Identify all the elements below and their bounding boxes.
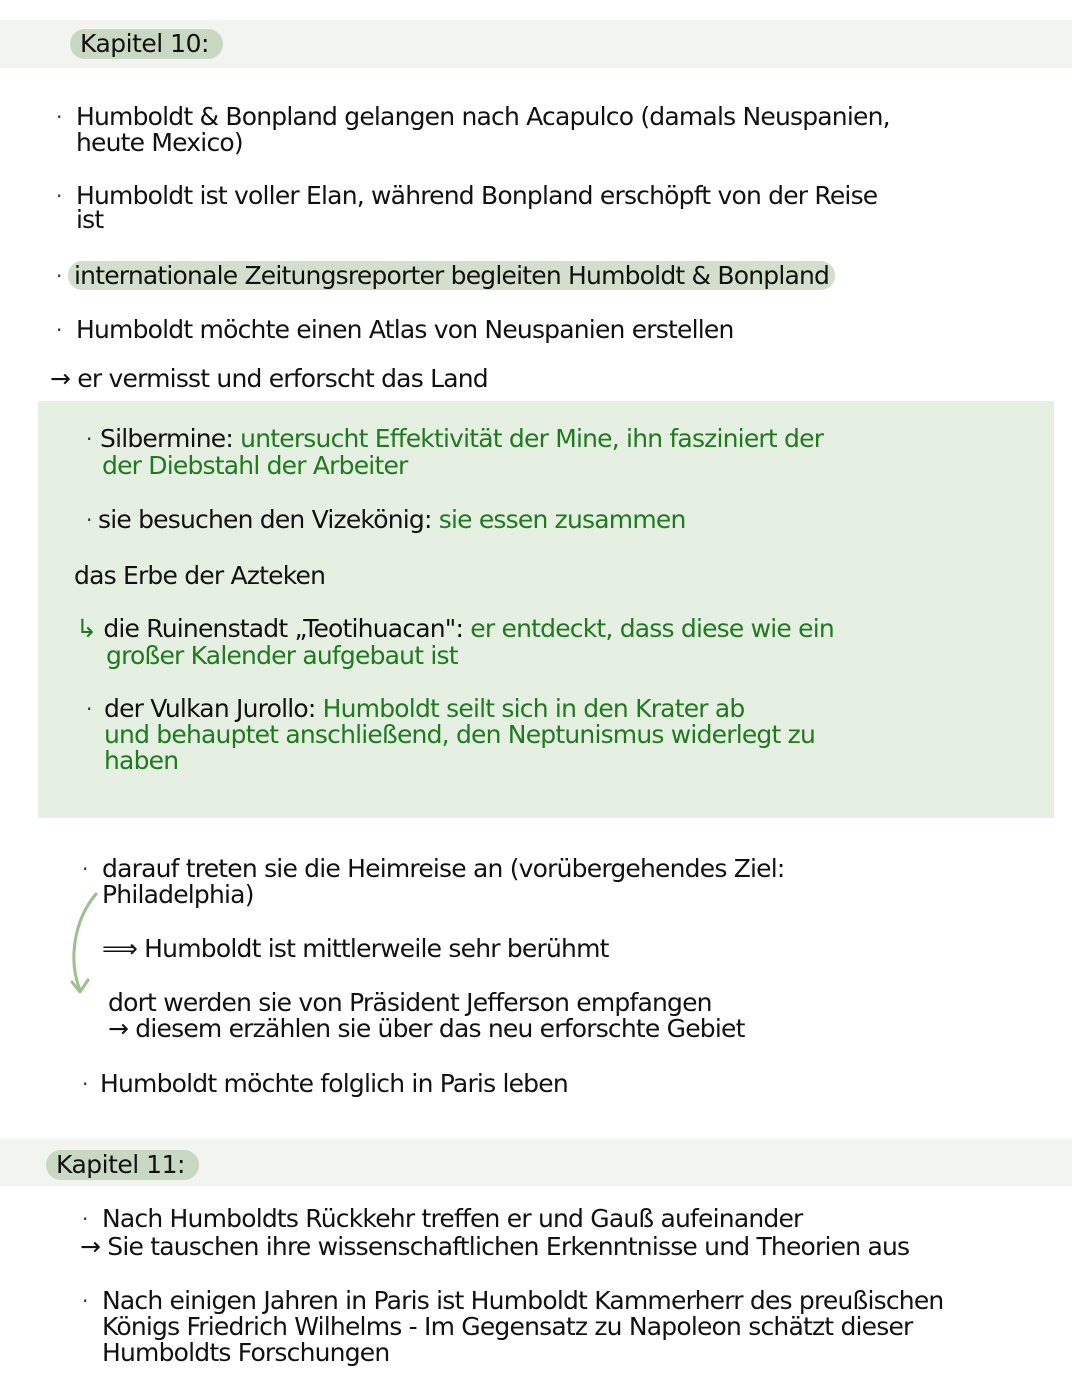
box-item-jurollo-line-1	[104, 696, 745, 722]
ch10-bullet-4: Humboldt möchte einen Atlas von Neuspanien erstellen	[76, 315, 734, 344]
bullet-dot-icon: ·	[82, 857, 89, 881]
box-item-teotihuacan-line-1	[76, 616, 834, 642]
highlighted-text: internationale Zeitungsreporter begleiten Humboldt & Bonpland	[68, 261, 835, 290]
box-item-jurollo-line-2: und behauptet anschließend, den Neptunismus widerlegt zu	[104, 720, 816, 749]
box-subheading-azteken: das Erbe der Azteken	[74, 561, 326, 590]
box-item-detail: untersucht Effektivität der Mine, ihn fasziniert der	[240, 424, 824, 453]
curved-arrow-icon	[64, 890, 104, 1000]
box-item-silbermine-line-1	[100, 426, 823, 452]
ch10-bullet-1-line-2: heute Mexico)	[76, 128, 243, 157]
box-item-detail: sie essen zusammen	[438, 505, 686, 534]
box-item-vizekoenig	[98, 507, 686, 533]
chapter-10-title: Kapitel 10:	[70, 29, 223, 59]
bullet-dot-icon: ·	[82, 1289, 89, 1313]
bullet-dot-icon: ·	[86, 427, 93, 451]
after-bullet-1-line-2: Philadelphia)	[102, 880, 254, 909]
box-item-label: sie besuchen den Vizekönig:	[98, 505, 432, 534]
after-bullet-2: Humboldt möchte folglich in Paris leben	[100, 1069, 568, 1098]
chapter-11-title: Kapitel 11:	[46, 1150, 199, 1180]
bullet-dot-icon: ·	[56, 264, 63, 288]
after-there-line-2: → diesem erzählen sie über das neu erforschte Gebiet	[108, 1014, 745, 1043]
bullet-dot-icon: ·	[86, 697, 93, 721]
box-item-teotihuacan-line-2: großer Kalender aufgebaut ist	[106, 641, 458, 670]
after-bullet-1-line-1: darauf treten sie die Heimreise an (vorübergehendes Ziel:	[102, 854, 785, 883]
bullet-dot-icon: ·	[82, 1207, 89, 1231]
ch11-bullet-1-line-1: Nach Humboldts Rückkehr treffen er und Gauß aufeinander	[102, 1204, 803, 1233]
box-item-detail: Humboldt seilt sich in den Krater ab	[322, 694, 745, 723]
box-item-jurollo-line-3: haben	[104, 746, 179, 775]
bullet-dot-icon: ·	[56, 105, 63, 129]
after-implication: ⟹ Humboldt ist mittlerweile sehr berühmt	[102, 934, 609, 963]
ch10-bullet-3-highlighted	[68, 263, 835, 289]
ch11-bullet-2-line-3: Humboldts Forschungen	[102, 1338, 390, 1367]
ch10-bullet-2-line-2: ist	[76, 205, 104, 234]
ch10-arrow-note: → er vermisst und erforscht das Land	[50, 364, 488, 393]
after-there-line-1: dort werden sie von Präsident Jefferson empfangen	[108, 988, 712, 1017]
ch11-bullet-1-line-2: → Sie tauschen ihre wissenschaftlichen Erkenntnisse und Theorien aus	[80, 1232, 910, 1261]
ch11-bullet-2-line-2: Königs Friedrich Wilhelms - Im Gegensatz zu Napoleon schätzt dieser	[102, 1312, 913, 1341]
box-item-label: die Ruinenstadt „Teotihuacan":	[103, 614, 464, 643]
corner-arrow-icon: ↳	[76, 614, 97, 643]
ch10-bullet-1-line-1: Humboldt & Bonpland gelangen nach Acapulco (damals Neuspanien,	[76, 102, 890, 131]
bullet-dot-icon: ·	[56, 318, 63, 342]
bullet-dot-icon: ·	[82, 1072, 89, 1096]
bullet-dot-icon: ·	[56, 184, 63, 208]
ch11-bullet-2-line-1: Nach einigen Jahren in Paris ist Humboldt Kammerherr des preußischen	[102, 1286, 944, 1315]
box-item-detail: er entdeckt, dass diese wie ein	[470, 614, 834, 643]
ch10-bullet-2-line-1: Humboldt ist voller Elan, während Bonpland erschöpft von der Reise	[76, 181, 878, 210]
box-item-label: der Vulkan Jurollo:	[104, 694, 316, 723]
bullet-dot-icon: ·	[86, 508, 93, 532]
box-item-label: Silbermine:	[100, 424, 233, 453]
box-item-silbermine-line-2: der Diebstahl der Arbeiter	[102, 451, 408, 480]
